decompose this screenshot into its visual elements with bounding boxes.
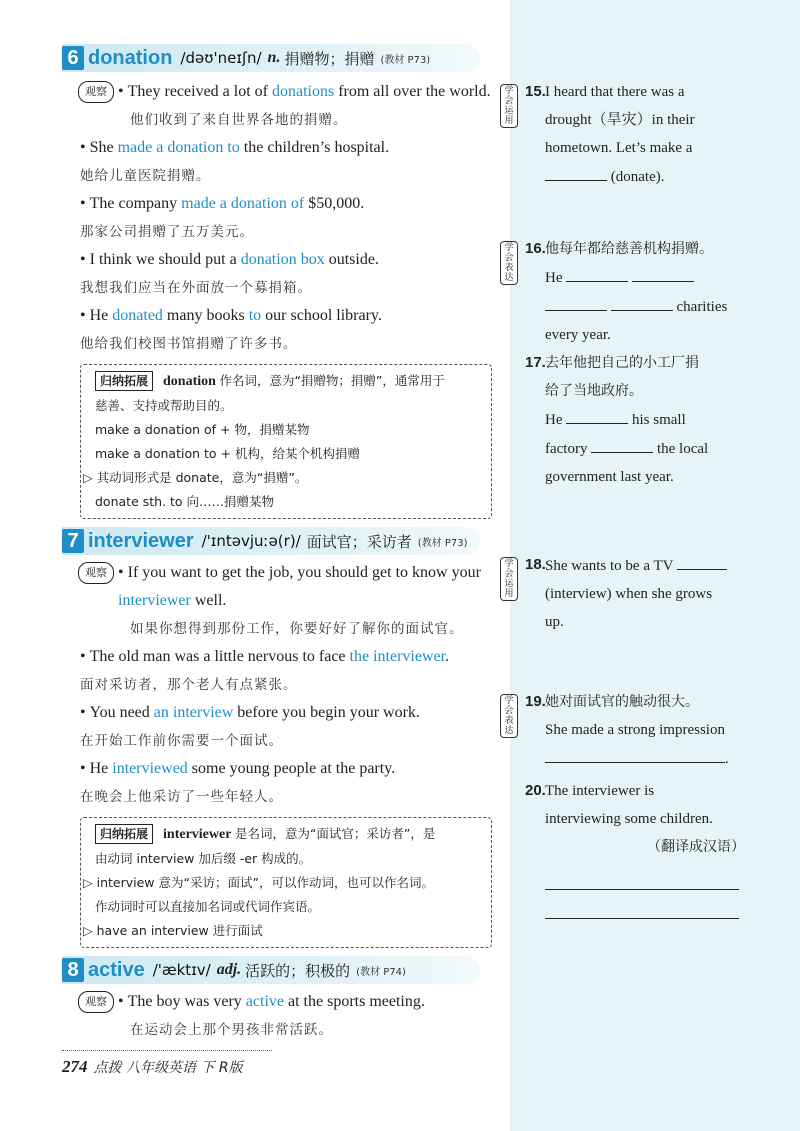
textbook-ref: (教材 P73)	[417, 537, 468, 549]
answer-blank[interactable]	[632, 263, 694, 282]
part-of-speech: n.	[267, 49, 281, 66]
pointer-icon: ▷	[83, 875, 93, 890]
textbook-ref: (教材 P74)	[356, 966, 406, 978]
answer-blank[interactable]	[545, 162, 607, 181]
expansion-box-interviewer: 归纳拓展 interviewer 是名词，意为“面试官；采访者”，是 由动词 interview 加后缀 -er 构成的。 ▷ interview 意为“采访；面试”，可以作动词，也可以作名词。 作动词时可以直接加名词或代词作宾语。 ▷ have an interview 进行面试	[80, 817, 492, 948]
answer-blank[interactable]	[545, 900, 739, 919]
exercise-15: 学会运用 15. I heard that there was a drought（旱灾）in their hometown. Let’s make a (donate).	[495, 78, 795, 191]
headword: active	[88, 958, 145, 981]
example-translation: 在运动会上那个男孩非常活跃。	[130, 1022, 333, 1038]
example-translation: 她给儿童医院捐赠。	[80, 168, 211, 184]
example-translation: 在晚会上他采访了一些年轻人。	[80, 789, 283, 805]
word-heading-active	[62, 956, 480, 984]
observe-tag: 观察	[78, 991, 114, 1013]
example-3: • You need an interview before you begin your work. 在开始工作前你需要一个面试。	[80, 699, 492, 755]
answer-blank[interactable]	[677, 551, 727, 570]
example-2: • The old man was a little nervous to face the interviewer. 面对采访者，那个老人有点紧张。	[80, 643, 492, 699]
exercise-column	[495, 74, 795, 929]
page-number: 274	[62, 1057, 88, 1076]
example-translation: 如果你想得到那份工作，你要好好了解你的面试官。	[130, 621, 464, 637]
textbook-ref: (教材 P73)	[380, 54, 431, 66]
example-1: 观察 • If you want to get the job, you should get to know your interviewer well. 如果你想得到那份工作，你要好好了解你的面试官。	[80, 559, 492, 643]
word-heading-donation	[62, 44, 480, 72]
expansion-box-donation: 归纳拓展 donation 作名词，意为“捐赠物；捐赠”，通常用于 慈善、支持或帮助目的。 make a donation of + 物，捐赠某物 make a donation to + 机构，给某个机构捐赠 ▷ 其动词形式是 donate，意为“捐赠”。 donate sth. to 向……捐赠某物	[80, 364, 492, 519]
exercise-18: 学会运用 18. She wants to be a TV (interview) when she grows up.	[495, 551, 795, 636]
example-5: • He donated many books to our school library. 他给我们校图书馆捐赠了许多书。	[80, 302, 492, 358]
example-2: • She made a donation to the children’s hospital. 她给儿童医院捐赠。	[80, 134, 492, 190]
answer-blank[interactable]	[545, 292, 607, 311]
example-translation: 我想我们应当在外面放一个募捐箱。	[80, 280, 312, 296]
page-footer	[62, 1050, 272, 1077]
example-translation: 面对采访者，那个老人有点紧张。	[80, 677, 298, 693]
pointer-icon: ▷	[83, 470, 93, 485]
express-icon: 学会表达	[500, 694, 518, 738]
example-translation: 在开始工作前你需要一个面试。	[80, 733, 283, 749]
answer-blank[interactable]	[545, 871, 739, 890]
headword: interviewer	[88, 529, 194, 552]
example-4: • He interviewed some young people at the party. 在晚会上他采访了一些年轻人。	[80, 755, 492, 811]
headword: donation	[88, 46, 173, 69]
apply-icon: 学会运用	[500, 557, 518, 601]
exercise-19: 学会表达 19. 她对面试官的触动很大。 She made a strong impression .	[495, 688, 795, 773]
answer-blank[interactable]	[566, 405, 628, 424]
example-translation: 他给我们校图书馆捐赠了许多书。	[80, 336, 298, 352]
example-1: 观察 • The boy was very active at the sports meeting. 在运动会上那个男孩非常活跃。	[80, 988, 492, 1044]
exercise-16: 学会表达 16. 他每年都给慈善机构捐赠。 He charities every year.	[495, 235, 795, 349]
example-3: • The company made a donation of $50,000. 那家公司捐赠了五万美元。	[80, 190, 492, 246]
entry-number: 6	[62, 46, 84, 70]
exercise-17: 17. 去年他把自己的小工厂捐 给了当地政府。 He his small factory the local government last year.	[525, 354, 709, 485]
example-translation: 他们收到了来自世界各地的捐赠。	[130, 112, 348, 128]
expansion-tag: 归纳拓展	[95, 824, 153, 844]
word-heading-interviewer	[62, 527, 480, 555]
example-translation: 那家公司捐赠了五万美元。	[80, 224, 254, 240]
answer-blank[interactable]	[545, 744, 725, 763]
expansion-tag: 归纳拓展	[95, 371, 153, 391]
pointer-icon: ▷	[83, 923, 93, 938]
example-4: • I think we should put a donation box outside. 我想我们应当在外面放一个募捐箱。	[80, 246, 492, 302]
entry-number: 7	[62, 529, 84, 553]
observe-tag: 观察	[78, 562, 114, 584]
meaning: 捐赠物；捐赠	[284, 49, 375, 68]
meaning: 面试官；采访者	[306, 532, 412, 551]
part-of-speech: adj.	[216, 961, 242, 978]
observe-tag: 观察	[78, 81, 114, 103]
meaning: 活跃的；积极的	[245, 961, 351, 980]
pronunciation: /dəʊ'neɪʃn/	[180, 49, 262, 67]
answer-blank[interactable]	[591, 434, 653, 453]
express-icon: 学会表达	[500, 241, 518, 285]
example-1: 观察 • They received a lot of donations from all over the world. 他们收到了来自世界各地的捐赠。	[80, 78, 492, 134]
apply-icon: 学会运用	[500, 84, 518, 128]
pronunciation: /'æktɪv/	[152, 961, 211, 979]
exercise-20: 20. The interviewer is interviewing some children. （翻译成汉语）	[495, 777, 795, 929]
book-title: 点拨 八年级英语 下 R版	[93, 1060, 243, 1076]
pronunciation: /'ɪntəvjuːə(r)/	[201, 532, 301, 550]
answer-blank[interactable]	[611, 292, 673, 311]
lesson-column	[62, 44, 492, 1044]
answer-blank[interactable]	[566, 263, 628, 282]
entry-number: 8	[62, 958, 84, 982]
